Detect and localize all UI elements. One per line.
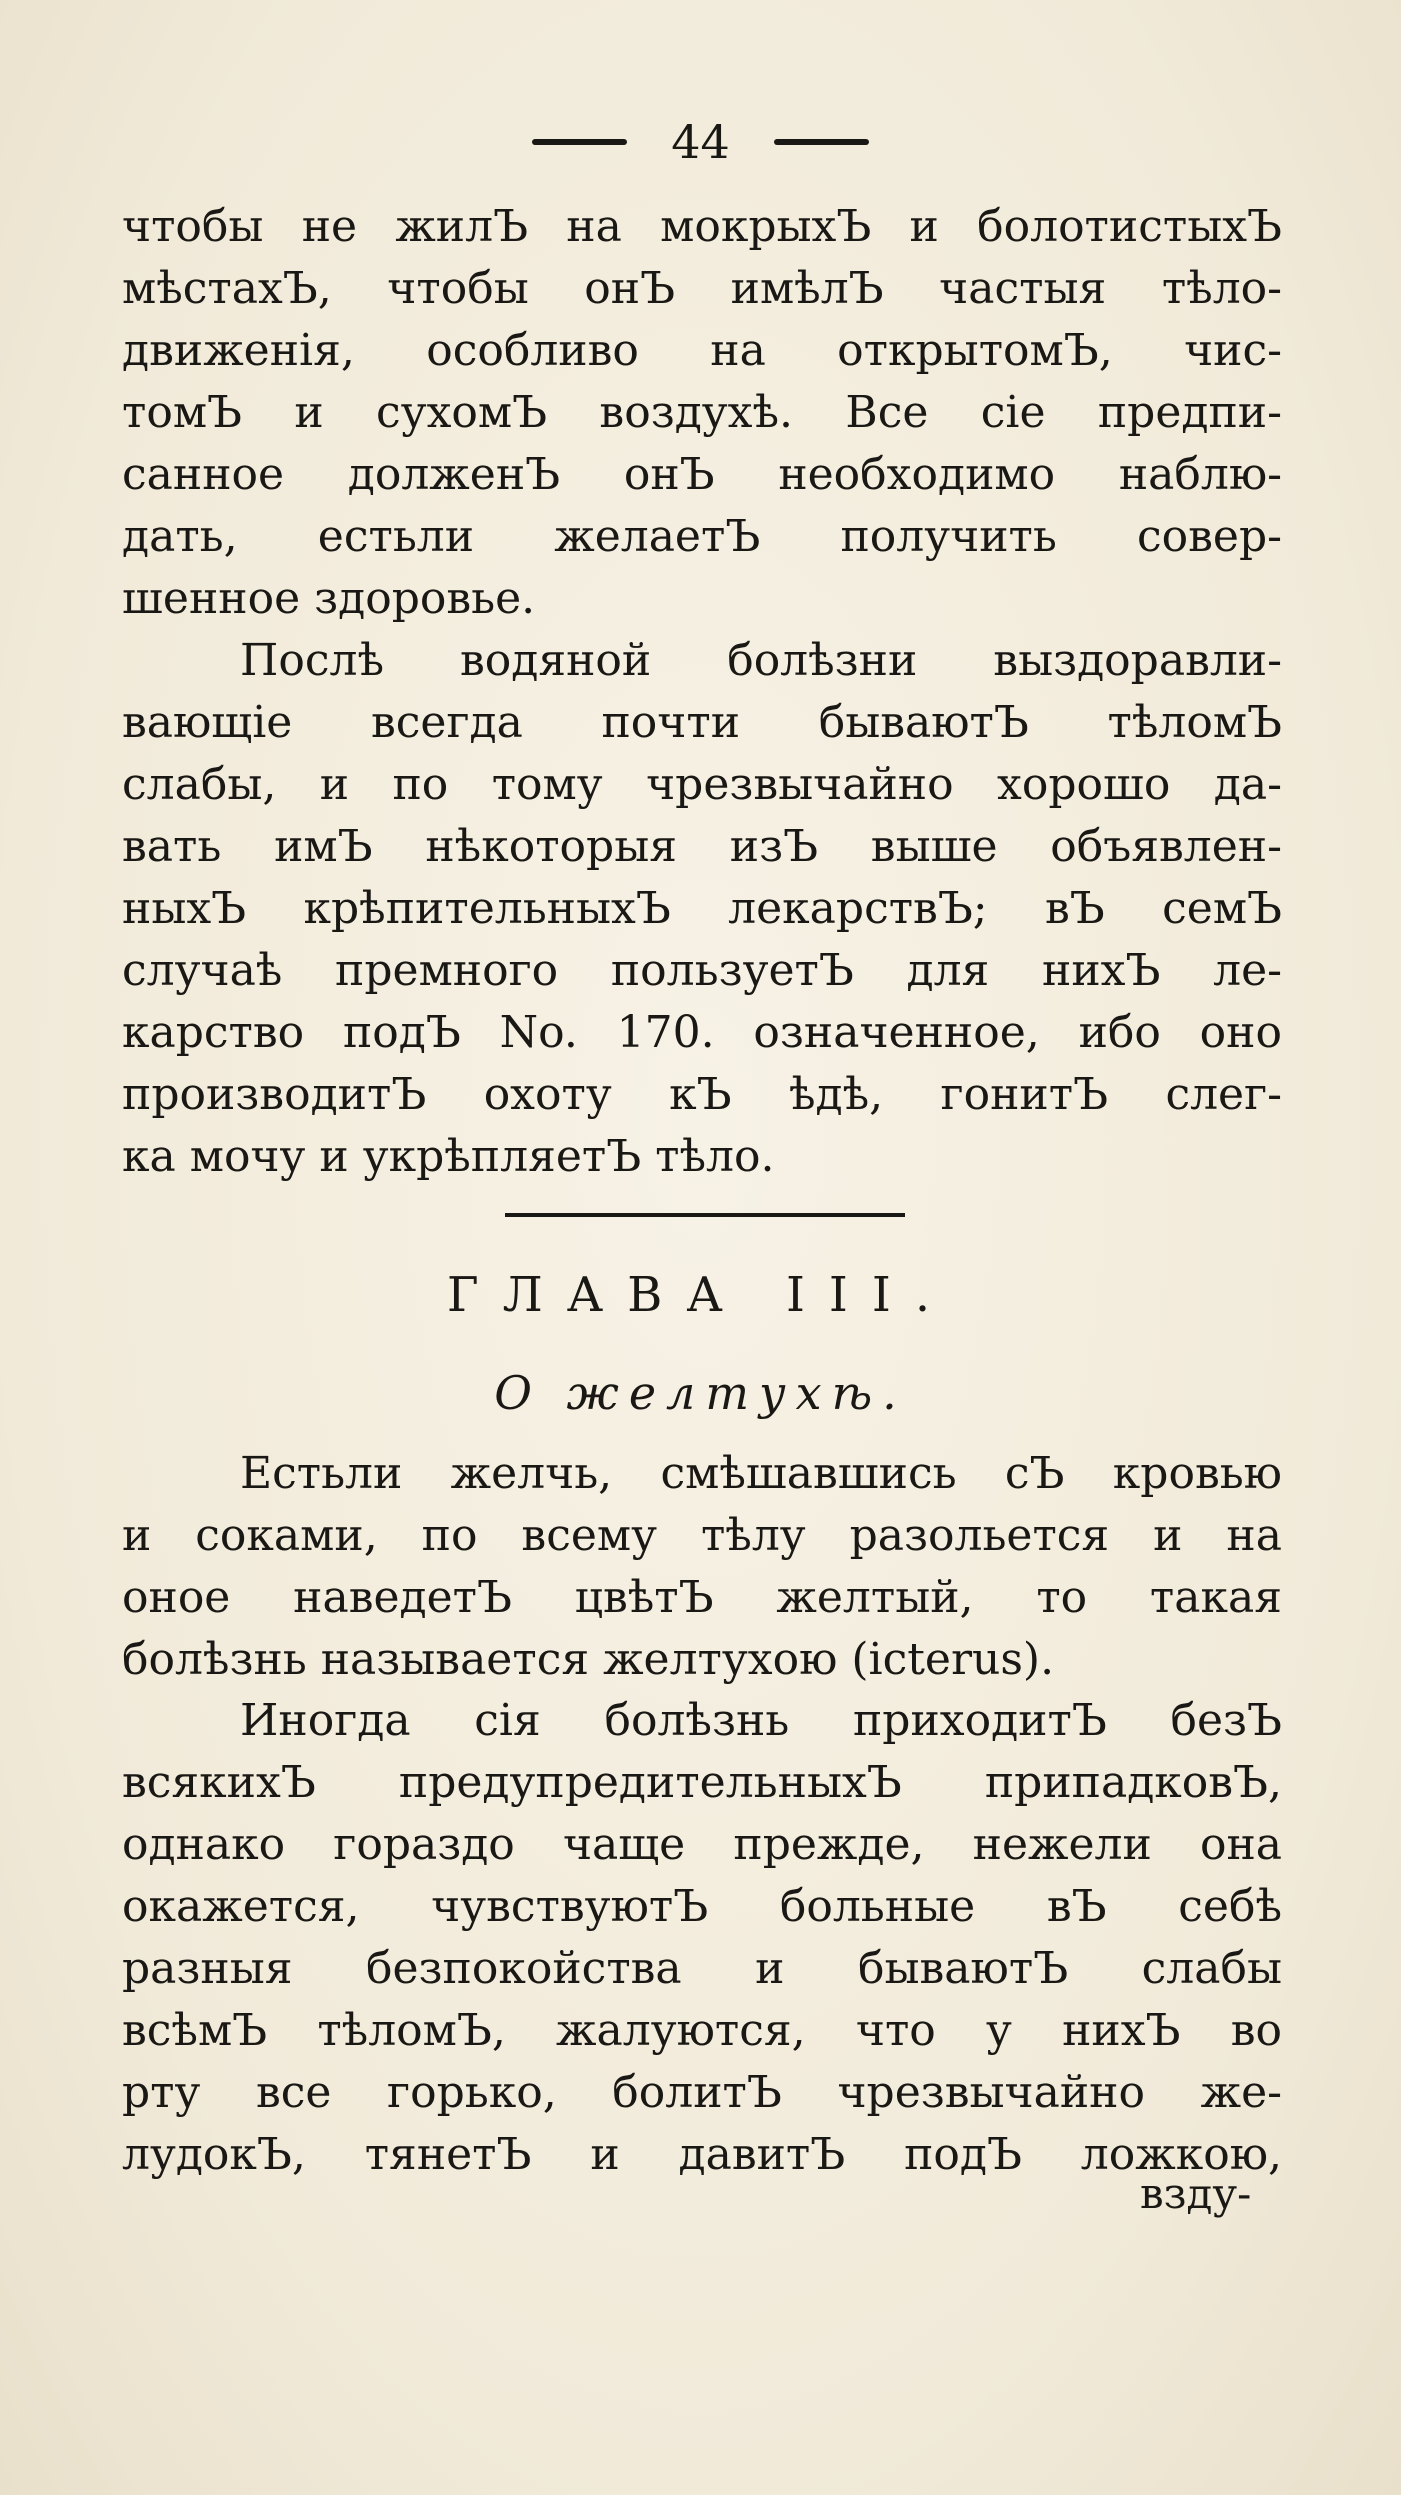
paragraph-3 bbox=[122, 1443, 1282, 1691]
text-line: Естьли желчь, смѣшавшись сЪ кровью bbox=[240, 1448, 1282, 1499]
paragraph-2 bbox=[122, 630, 1282, 1188]
text-line: движенія, особливо на открытомЪ, чис- bbox=[122, 325, 1282, 376]
paragraph-1 bbox=[122, 196, 1282, 630]
text-line: шенное здоровье. bbox=[122, 573, 536, 624]
text-line: Послѣ водяной болѣзни выздоравли- bbox=[240, 635, 1282, 686]
text-line: дать, естьли желаетЪ получить совер- bbox=[122, 511, 1282, 562]
text-line: слабы, и по тому чрезвычайно хорошо да- bbox=[122, 759, 1282, 810]
text-line: вающіе всегда почти бываютЪ тѣломЪ bbox=[122, 697, 1282, 748]
chapter-title: ГЛАВА III. bbox=[446, 1267, 955, 1323]
text-line: всѣмЪ тѣломЪ, жалуются, что у нихЪ во bbox=[122, 2005, 1282, 2056]
text-line: болѣзнь называется желтухою (icterus). bbox=[122, 1634, 1055, 1685]
header-dash-left bbox=[532, 139, 627, 145]
text-line: карство подЪ No. 170. означенное, ибо оно bbox=[122, 1007, 1282, 1058]
catchword: взду- bbox=[1140, 2169, 1252, 2218]
text-line: однако гораздо чаще прежде, нежели она bbox=[122, 1819, 1282, 1870]
page-header bbox=[0, 108, 1401, 172]
text-line: разныя безпокойства и бываютЪ слабы bbox=[122, 1943, 1282, 1994]
text-line: всякихЪ предупредительныхЪ припадковЪ, bbox=[122, 1757, 1282, 1808]
page-number: 44 bbox=[671, 115, 730, 169]
text-line: Иногда сія болѣзнь приходитЪ безЪ bbox=[240, 1695, 1282, 1746]
text-line: ныхЪ крѣпительныхЪ лекарствЪ; вЪ семЪ bbox=[122, 883, 1282, 934]
text-line: вать имЪ нѣкоторыя изЪ выше объявлен- bbox=[122, 821, 1282, 872]
text-line: оное наведетЪ цвѣтЪ желтый, то такая bbox=[122, 1572, 1282, 1623]
text-line: производитЪ охоту кЪ ѣдѣ, гонитЪ слег- bbox=[122, 1069, 1282, 1120]
text-line: чтобы не жилЪ на мокрыхЪ и болотистыхЪ bbox=[122, 201, 1282, 252]
section-divider bbox=[505, 1213, 905, 1217]
text-line: рту все горько, болитЪ чрезвычайно же- bbox=[122, 2067, 1282, 2118]
text-line: мѣстахЪ, чтобы онЪ имѣлЪ частыя тѣло- bbox=[122, 263, 1282, 314]
text-line: случаѣ премного пользуетЪ для нихЪ ле- bbox=[122, 945, 1282, 996]
chapter-subtitle: О желтухѣ. bbox=[494, 1366, 907, 1420]
header-dash-right bbox=[774, 139, 869, 145]
text-line: томЪ и сухомЪ воздухѣ. Все сіе предпи- bbox=[122, 387, 1282, 438]
paragraph-4 bbox=[122, 1690, 1282, 2186]
text-line: и соками, по всему тѣлу разольется и на bbox=[122, 1510, 1282, 1561]
text-line: ка мочу и укрѣпляетЪ тѣло. bbox=[122, 1131, 775, 1182]
text-line: окажется, чувствуютЪ больные вЪ себѣ bbox=[122, 1881, 1282, 1932]
text-line: санное долженЪ онЪ необходимо наблю- bbox=[122, 449, 1282, 500]
text-line: лудокЪ, тянетЪ и давитЪ подЪ ложкою, bbox=[122, 2129, 1282, 2180]
